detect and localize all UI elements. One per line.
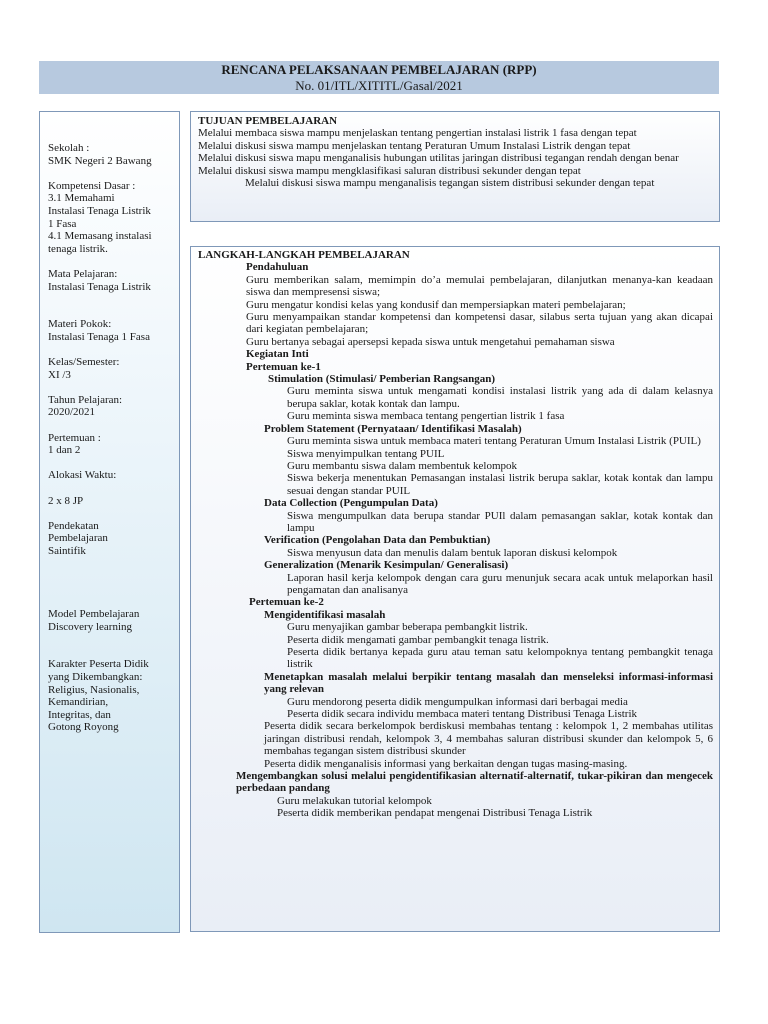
sidebar-line: Integritas, dan (48, 708, 111, 721)
stimulation-heading: Stimulation (Stimulasi/ Pemberian Rangsangan) (268, 373, 496, 386)
sidebar-spacer (48, 558, 179, 571)
mengembangkan-solusi-heading: Mengembangkan solusi melalui pengidentifikasian alternatif-alternatif, tukar-pikiran dan mengecek perbedaan pandang (236, 770, 713, 795)
step-text: Guru menyampaikan standar kompetensi dan kompetensi dasar, silabus serta tujuan yang akan dicapai dari kegiatan pembelajaran; (246, 311, 713, 336)
sidebar-spacer (48, 633, 179, 646)
problem-statement-heading: Problem Statement (Pernyataan/ Identifikasi Masalah) (264, 422, 522, 435)
sidebar-spacer (48, 381, 179, 394)
sidebar-line: Tahun Pelajaran: (48, 393, 123, 406)
step-text: Peserta didik memberikan pendapat mengenai Distribusi Tenaga Listrik (277, 807, 593, 820)
section-pendahuluan: Pendahuluan (246, 261, 309, 274)
step-text: Peserta didik secara individu membaca materi tentang Distribusi Tenaga Listrik (287, 708, 638, 721)
sidebar-line: 2020/2021 (48, 406, 96, 419)
step-text: Guru memberikan salam, memimpin do’a memulai pembelajaran, dilanjutkan menanya-kan keadaan siswa dan mempresensi siswa; (246, 273, 713, 299)
sidebar-spacer (48, 646, 179, 659)
sidebar-line: Instalasi Tenaga 1 Fasa (48, 330, 150, 343)
document-header (39, 61, 719, 94)
sidebar-line: Alokasi Waktu: (48, 469, 117, 482)
sidebar-line: Gotong Royong (48, 721, 119, 734)
sidebar-line: XI /3 (48, 368, 71, 381)
tujuan-item: Melalui diskusi siswa mampu menjelaskan tentang Peraturan Umum Instalasi Listrik dengan tepat (198, 139, 631, 152)
sidebar-line: Pertemuan : (48, 431, 101, 444)
step-text: Siswa mengumpulkan data berupa standar PUIl dalam pemasangan saklar, kotak kontak dan lampu (287, 509, 713, 534)
step-text: Guru membantu siswa dalam membentuk kelompok (287, 459, 518, 472)
step-text: Guru mengatur kondisi kelas yang kondusif dan mempersiapkan materi pembelajaran; (246, 298, 626, 311)
section-kegiatan-inti: Kegiatan Inti (246, 348, 309, 361)
menetapkan-masalah-heading: Menetapkan masalah melalui berpikir tentang masalah dan menseleksi informasi-informasi yang relevan (264, 670, 713, 696)
sidebar-line: Kelas/Semester: (48, 356, 120, 369)
step-text: Siswa menyusun data dan menulis dalam bentuk laporan diskusi kelompok (287, 546, 618, 559)
tujuan-item: Melalui membaca siswa mampu menjelaskan tentang pengertian instalasi listrik 1 fasa dengan tepat (198, 127, 637, 140)
generalization-heading: Generalization (Menarik Kesimpulan/ Generalisasi) (264, 559, 509, 572)
sidebar-line: Religius, Nasionalis, (48, 683, 140, 696)
tujuan-item: Melalui diskusi siswa mapu menganalisis hubungan utilitas jaringan distribusi tegangan rendah dengan benar (198, 152, 679, 165)
step-text: Guru meminta siswa untuk membaca materi tentang Peraturan Umum Instalasi Listrik (PUIL) (287, 435, 701, 448)
sidebar-line: yang Dikembangkan: (48, 670, 143, 683)
tujuan-item: Melalui diskusi siswa mampu menganalisis tegangan sistem distribusi sekunder dengan tepat (245, 177, 655, 190)
langkah-heading: LANGKAH-LANGKAH PEMBELAJARAN (198, 249, 410, 261)
document-number: No. 01/ITL/XITITL/Gasal/2021 (295, 78, 463, 93)
identify-problem-heading: Mengidentifikasi masalah (264, 608, 386, 621)
step-text: Peserta didik bertanya kepada guru atau teman satu kelompoknya tentang pembangkit tenaga listrik (287, 646, 713, 671)
sidebar-line: Discovery learning (48, 620, 132, 633)
identity-sidebar (39, 111, 180, 933)
sidebar-spacer (48, 595, 179, 608)
tujuan-item: Melalui diskusi siswa mampu mengklasifikasi saluran distribusi sekunder dengan tepat (198, 164, 581, 177)
pertemuan-2-heading: Pertemuan ke-2 (249, 596, 324, 609)
document-title: RENCANA PELAKSANAAN PEMBELAJARAN (RPP) (221, 62, 537, 77)
sidebar-line: 1 dan 2 (48, 444, 81, 457)
sidebar-spacer (48, 344, 179, 357)
step-text: Guru meminta siswa untuk mengamati kondisi instalasi listrik yang ada di dalam kelasnya berupa saklar, kotak kontak dan lampu. (287, 385, 713, 410)
step-text: Siswa bekerja menentukan Pemasangan instalasi listrik berupa saklar, kotak kontak dan lampu sesuai dengan standar PUIL (287, 472, 713, 497)
sidebar-line: 1 Fasa (48, 217, 77, 230)
sidebar-line: Materi Pokok: (48, 318, 112, 331)
sidebar-line: Sekolah : (48, 142, 90, 154)
sidebar-spacer (48, 457, 179, 470)
sidebar-line: SMK Negeri 2 Bawang (48, 154, 152, 167)
step-text: Peserta didik menganalisis informasi yang berkaitan dengan tugas masing-masing. (264, 757, 628, 770)
sidebar-spacer (48, 570, 179, 583)
sidebar-spacer (48, 255, 179, 268)
sidebar-line: Instalasi Tenaga Listrik (48, 204, 151, 217)
step-text: Peserta didik mengamati gambar pembangkit tenaga listrik. (287, 633, 549, 646)
sidebar-line: Mata Pelajaran: (48, 267, 118, 280)
sidebar-line: Kompetensi Dasar : (48, 179, 136, 192)
sidebar-line: Instalasi Tenaga Listrik (48, 280, 151, 293)
step-text: Guru meminta siswa membaca tentang pengertian listrik 1 fasa (287, 410, 565, 423)
pertemuan-1-heading: Pertemuan ke-1 (246, 360, 321, 373)
step-text: Guru mendorong peserta didik mengumpulkan informasi dari berbagai media (287, 695, 628, 708)
step-text: Siswa menyimpulkan tentang PUIL (287, 447, 445, 460)
sidebar-line: Saintifik (48, 545, 86, 557)
sidebar-spacer (48, 507, 179, 520)
step-text: Laporan hasil kerja kelompok dengan cara guru menunjuk secara acak untuk melaporkan hasil pengamatan dan analisanya (287, 571, 713, 596)
step-text: Guru melakukan tutorial kelompok (277, 794, 432, 807)
verification-heading: Verification (Pengolahan Data dan Pembuktian) (264, 534, 491, 547)
sidebar-line: Model Pembelajaran (48, 607, 140, 620)
sidebar-spacer (48, 306, 179, 319)
tujuan-box (190, 111, 720, 222)
sidebar-spacer (48, 482, 179, 495)
sidebar-line: Kemandirian, (48, 696, 109, 709)
sidebar-spacer (48, 167, 179, 180)
step-text: Guru bertanya sebagai apersepsi kepada siswa untuk mengetahui pemahaman siswa (246, 335, 615, 348)
sidebar-line: tenaga listrik. (48, 242, 108, 255)
sidebar-line: Pembelajaran (48, 532, 108, 545)
sidebar-line: 4.1 Memasang instalasi (48, 230, 152, 243)
tujuan-heading: TUJUAN PEMBELAJARAN (198, 115, 338, 127)
langkah-box (190, 246, 720, 932)
data-collection-heading: Data Collection (Pengumpulan Data) (264, 497, 438, 510)
sidebar-line: 3.1 Memahami (48, 192, 115, 205)
sidebar-line: Pendekatan (48, 519, 99, 532)
sidebar-line: 2 x 8 JP (48, 494, 84, 507)
sidebar-spacer (48, 419, 179, 432)
sidebar-spacer (48, 293, 179, 306)
step-text: Guru menyajikan gambar beberapa pembangkit listrik. (287, 621, 528, 634)
sidebar-spacer (48, 583, 179, 596)
step-text: Peserta didik secara berkelompok berdiskusi membahas tentang : kelompok 1, 2 membahas utilitas jaringan distribusi rendah, kelompok 3, 4 membahas saluran distribusi skunder dan kelompok 5, 6 membahas tegangan sistem distribusi skunder (264, 720, 713, 758)
sidebar-line: Karakter Peserta Didik (48, 658, 149, 671)
